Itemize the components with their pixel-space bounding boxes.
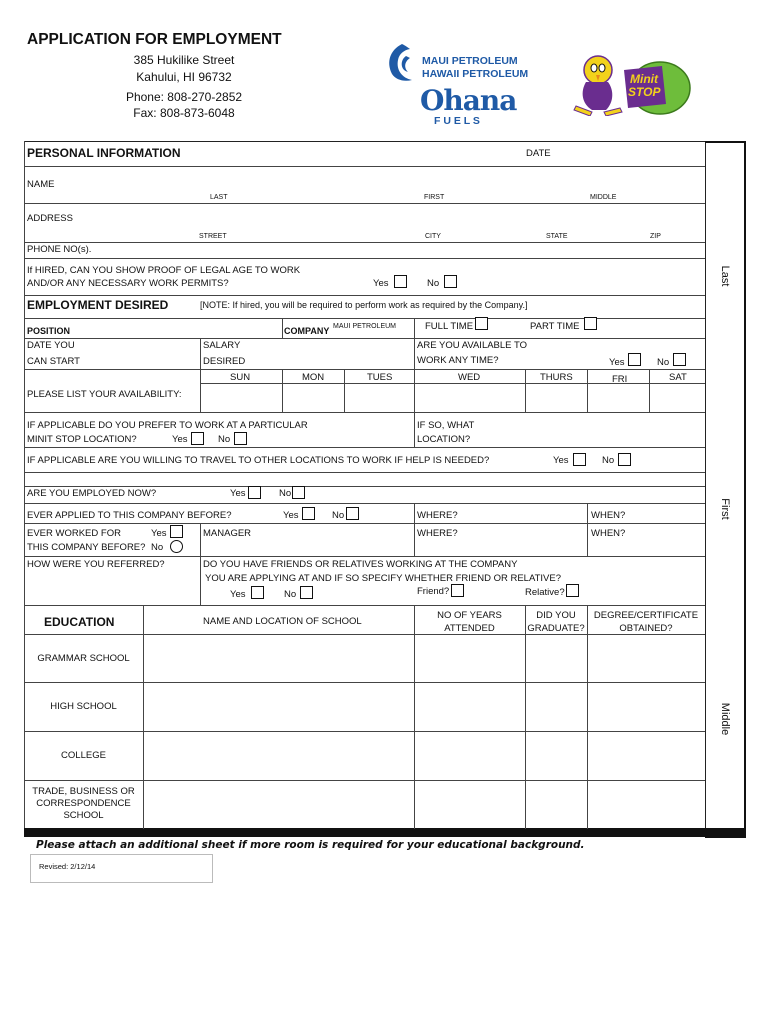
full-time-checkbox[interactable] — [475, 317, 488, 330]
anytime-yes-label: Yes — [609, 357, 625, 368]
date-field[interactable] — [555, 143, 703, 164]
worked-before-line1: EVER WORKED FOR — [27, 528, 121, 539]
employed-now-question: ARE YOU EMPLOYED NOW? — [27, 488, 157, 499]
company-maui-petroleum: MAUI PETROLEUM — [333, 323, 397, 330]
address-field[interactable] — [75, 205, 703, 230]
salary-field[interactable] — [250, 340, 412, 368]
name-field[interactable] — [60, 168, 703, 190]
trade-years-field[interactable] — [415, 781, 524, 827]
date-you-can-start-line1: DATE YOU — [27, 340, 75, 351]
applied-no-checkbox[interactable] — [346, 507, 359, 520]
friends-no-checkbox[interactable] — [300, 586, 313, 599]
minit-stop-question-line1: IF APPLICABLE DO YOU PREFER TO WORK AT A PARTICULAR — [27, 420, 308, 431]
employed-yes-label: Yes — [230, 488, 246, 499]
company-address-line1: 385 Hukilike Street — [133, 53, 235, 67]
mascot-bird-icon — [570, 48, 630, 116]
start-date-field[interactable] — [90, 340, 198, 368]
friend-label: Friend? — [417, 586, 450, 597]
grammar-degree-field[interactable] — [588, 635, 704, 681]
trade-degree-field[interactable] — [588, 781, 704, 827]
did-you-graduate-header-line1: DID YOU — [536, 610, 576, 621]
years-attended-header-line2: ATTENDED — [444, 623, 495, 634]
middle-name-caption: MIDDLE — [590, 194, 617, 201]
worked-no-label: No — [151, 542, 164, 553]
anytime-yes-checkbox[interactable] — [628, 353, 641, 366]
manager-label: MANAGER — [203, 528, 252, 539]
full-time-label: FULL TIME — [425, 321, 474, 332]
grammar-years-field[interactable] — [415, 635, 524, 681]
name-label: NAME — [27, 179, 55, 190]
travel-no-checkbox[interactable] — [618, 453, 631, 466]
relative-label: Relative? — [525, 587, 565, 598]
applied-before-question: EVER APPLIED TO THIS COMPANY BEFORE? — [27, 510, 232, 521]
last-name-caption: LAST — [210, 194, 228, 201]
day-tues: TUES — [367, 372, 393, 383]
travel-no-label: No — [602, 455, 615, 466]
years-attended-header-line1: NO OF YEARS — [437, 610, 502, 621]
if-so-location-line2: LOCATION? — [417, 434, 471, 445]
applied-where-field[interactable] — [460, 505, 585, 521]
college-label: COLLEGE — [61, 750, 106, 761]
grammar-school-name-field[interactable] — [144, 635, 413, 681]
friends-question-line2: YOU ARE APPLYING AT AND IF SO SPECIFY WHETHER FRIEND OR RELATIVE? — [205, 573, 561, 584]
referred-field[interactable] — [26, 574, 198, 604]
referred-question: HOW WERE YOU REFERRED? — [27, 559, 165, 570]
applied-yes-checkbox[interactable] — [302, 507, 315, 520]
date-label: DATE — [526, 148, 551, 159]
minit-yes-label: Yes — [172, 434, 188, 445]
legal-yes-checkbox[interactable] — [394, 275, 407, 288]
friends-no-label: No — [284, 589, 297, 600]
employed-no-checkbox[interactable] — [292, 486, 305, 499]
degree-obtained-header-line2: OBTAINED? — [619, 623, 673, 634]
phone-label: PHONE NO(s). — [27, 244, 92, 255]
page-title: APPLICATION FOR EMPLOYMENT — [27, 31, 282, 48]
side-label-last: Last — [719, 265, 731, 287]
high-graduate-field[interactable] — [526, 683, 586, 730]
degree-obtained-header-line1: DEGREE/CERTIFICATE — [593, 610, 699, 621]
worked-yes-checkbox[interactable] — [170, 525, 183, 538]
college-degree-field[interactable] — [588, 732, 704, 779]
travel-yes-label: Yes — [553, 455, 569, 466]
travel-question: IF APPLICABLE ARE YOU WILLING TO TRAVEL TO OTHER LOCATIONS TO WORK IF HELP IS NEEDED? — [27, 455, 490, 466]
day-thurs: THURS — [540, 372, 573, 383]
worked-before-line2: THIS COMPANY BEFORE? — [27, 542, 146, 553]
minit-no-label: No — [218, 434, 231, 445]
education-heading: EDUCATION — [44, 615, 115, 629]
salary-desired-line2: DESIRED — [203, 356, 246, 367]
company-fax: Fax: 808-873-6048 — [133, 106, 235, 120]
position-field[interactable] — [80, 319, 280, 337]
worked-no-radio[interactable] — [170, 540, 183, 553]
worked-when-field[interactable] — [630, 525, 703, 554]
day-mon: MON — [302, 372, 325, 383]
availability-sun-field[interactable] — [201, 384, 281, 411]
day-sun: SUN — [230, 372, 251, 383]
applied-no-label: No — [332, 510, 345, 521]
day-sat: SAT — [669, 372, 687, 383]
availability-wed-field[interactable] — [415, 384, 524, 411]
legal-no-label: No — [427, 278, 440, 289]
street-caption: STREET — [199, 233, 227, 240]
minit-stop-question-line2: MINIT STOP LOCATION? — [27, 434, 137, 445]
day-fri: FRI — [612, 374, 628, 385]
college-name-field[interactable] — [144, 732, 413, 779]
address-label: ADDRESS — [27, 213, 73, 224]
trade-graduate-field[interactable] — [526, 781, 586, 827]
attach-sheet-note: Please attach an additional sheet if more room is required for your educational background. — [36, 839, 585, 851]
worked-where-field[interactable] — [460, 525, 585, 554]
company-label: COMPANY — [284, 326, 330, 336]
revision-box — [30, 854, 213, 883]
preferred-location-field[interactable] — [475, 414, 703, 445]
minit-stop-logo: Minit STOP — [570, 48, 700, 118]
available-any-time-line2: WORK ANY TIME? — [417, 355, 499, 366]
anytime-no-checkbox[interactable] — [673, 353, 686, 366]
legal-no-checkbox[interactable] — [444, 275, 457, 288]
travel-yes-checkbox[interactable] — [573, 453, 586, 466]
company-phone: Phone: 808-270-2852 — [125, 90, 243, 104]
if-so-location-line1: IF SO, WHAT — [417, 420, 475, 431]
availability-label: PLEASE LIST YOUR AVAILABILITY: — [27, 389, 182, 400]
friend-checkbox[interactable] — [451, 584, 464, 597]
trade-school-name-field[interactable] — [144, 781, 413, 827]
available-any-time-line1: ARE YOU AVAILABLE TO — [417, 340, 528, 351]
friends-yes-label: Yes — [230, 589, 246, 600]
high-degree-field[interactable] — [588, 683, 704, 730]
position-label: POSITION — [27, 326, 71, 336]
grammar-school-label: GRAMMAR SCHOOL — [37, 653, 130, 664]
side-label-first: First — [719, 498, 731, 520]
availability-thurs-field[interactable] — [526, 384, 586, 411]
school-name-location-header: NAME AND LOCATION OF SCHOOL — [203, 616, 362, 627]
city-caption: CITY — [425, 233, 441, 240]
employed-yes-checkbox[interactable] — [248, 486, 261, 499]
worked-yes-label: Yes — [151, 528, 167, 539]
availability-sat-field[interactable] — [650, 384, 703, 411]
applied-when-label: WHEN? — [591, 510, 626, 521]
did-you-graduate-header-line2: GRADUATE? — [527, 623, 585, 634]
legal-age-question-line2: AND/OR ANY NECESSARY WORK PERMITS? — [27, 278, 229, 289]
zip-caption: ZIP — [650, 233, 661, 240]
employment-desired-heading: EMPLOYMENT DESIRED — [27, 298, 169, 312]
part-time-label: PART TIME — [530, 321, 580, 332]
trade-school-label-line1: TRADE, BUSINESS OR — [32, 786, 135, 797]
state-caption: STATE — [546, 233, 568, 240]
minit-yes-checkbox[interactable] — [191, 432, 204, 445]
company-address-line2: Kahului, HI 96732 — [136, 70, 232, 84]
anytime-no-label: No — [657, 357, 670, 368]
manager-field[interactable] — [255, 525, 412, 554]
relative-checkbox[interactable] — [566, 584, 579, 597]
salary-desired-line1: SALARY — [203, 340, 241, 351]
worked-where-label: WHERE? — [417, 528, 458, 539]
availability-tues-field[interactable] — [345, 384, 413, 411]
date-you-can-start-line2: CAN START — [27, 356, 80, 367]
trade-school-label-line3: SCHOOL — [63, 810, 104, 821]
phone-field[interactable] — [95, 243, 703, 257]
friends-yes-checkbox[interactable] — [251, 586, 264, 599]
part-time-checkbox[interactable] — [584, 317, 597, 330]
friends-question-line1: DO YOU HAVE FRIENDS OR RELATIVES WORKING AT THE COMPANY — [203, 559, 518, 570]
revision-date: Revised: 2/12/14 — [39, 862, 96, 871]
high-school-name-field[interactable] — [144, 683, 413, 730]
work-note: [NOTE: If hired, you will be required to perform work as required by the Company.] — [200, 300, 528, 310]
personal-info-heading: PERSONAL INFORMATION — [27, 146, 181, 160]
applied-where-label: WHERE? — [417, 510, 458, 521]
side-label-middle: Middle — [719, 702, 731, 736]
first-name-caption: FIRST — [424, 194, 445, 201]
employed-no-label: No — [279, 488, 292, 499]
legal-yes-label: Yes — [373, 278, 389, 289]
college-years-field[interactable] — [415, 732, 524, 779]
high-school-label: HIGH SCHOOL — [50, 701, 117, 712]
ohana-fuels-logo: MAUI PETROLEUM HAWAII PETROLEUM Ohana F U E L S — [382, 40, 562, 130]
worked-when-label: WHEN? — [591, 528, 626, 539]
maui-petroleum-icon — [382, 40, 418, 86]
minit-no-checkbox[interactable] — [234, 432, 247, 445]
high-years-field[interactable] — [415, 683, 524, 730]
grammar-graduate-field[interactable] — [526, 635, 586, 681]
availability-fri-field[interactable] — [588, 384, 648, 411]
college-graduate-field[interactable] — [526, 732, 586, 779]
day-wed: WED — [458, 372, 481, 383]
trade-school-label-line2: CORRESPONDENCE — [36, 798, 131, 809]
legal-age-question-line1: If HIRED, CAN YOU SHOW PROOF OF LEGAL AGE TO WORK — [27, 265, 301, 276]
availability-mon-field[interactable] — [283, 384, 343, 411]
applied-yes-label: Yes — [283, 510, 299, 521]
applied-when-field[interactable] — [630, 505, 703, 521]
